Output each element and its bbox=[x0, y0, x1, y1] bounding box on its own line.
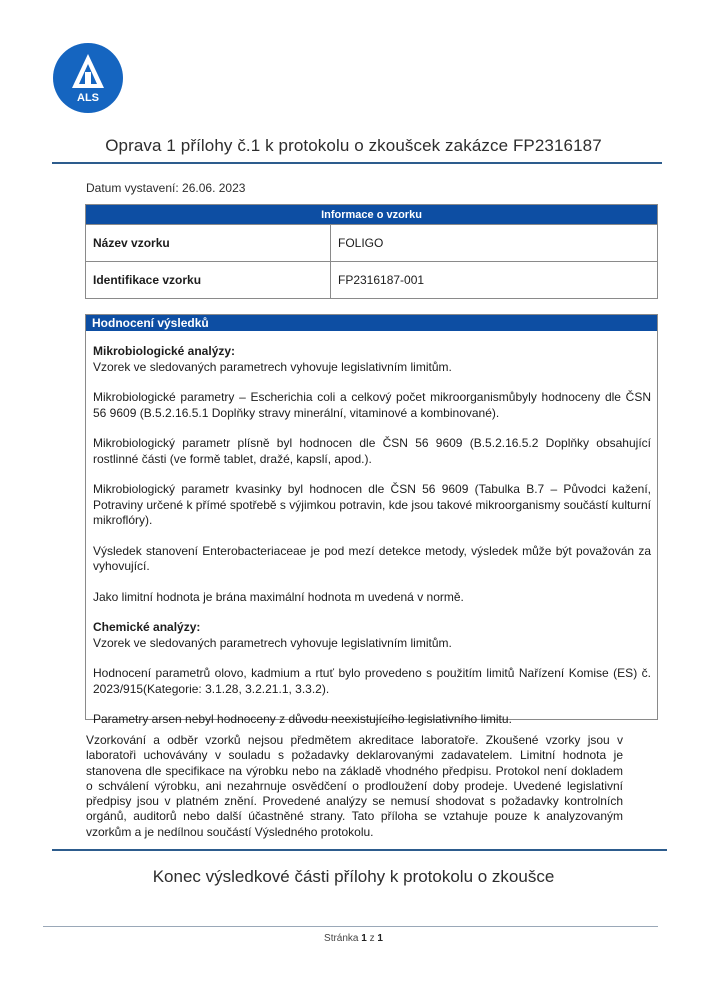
title-divider bbox=[52, 162, 662, 164]
page-footer bbox=[0, 933, 707, 944]
page-number: 1 bbox=[361, 933, 367, 944]
micro-paragraph-4: Výsledek stanovení Enterobacteriaceae je pod mezí detekce metody, výsledek může být považován za vyhovující. bbox=[93, 543, 651, 573]
sample-info-table bbox=[85, 204, 658, 299]
sample-name-label: Název vzorku bbox=[86, 225, 331, 262]
table-row bbox=[86, 262, 658, 299]
micro-paragraph-3: Mikrobiologický parametr kvasinky byl hodnocen dle ČSN 56 9609 (Tabulka B.7 – Původci kažení, Potraviny určené k přímé spotřebě s výjimkou potravin, kde jsou takové mikroorganismy součástí kulturní mikroflóry). bbox=[93, 482, 651, 527]
sample-info-header: Informace o vzorku bbox=[86, 205, 658, 225]
micro-paragraph-5: Jako limitní hodnota je brána maximální hodnota m uvedená v normě. bbox=[93, 589, 464, 604]
logo-text: ALS bbox=[77, 92, 99, 104]
of-word: z bbox=[369, 933, 375, 944]
results-header: Hodnocení výsledků bbox=[86, 315, 657, 331]
chem-paragraph-1: Hodnocení parametrů olovo, kadmium a rtuť bylo provedeno s použitím limitů Nařízení Komise (ES) č. 2023/915(Kategorie: 3.1.28, 3.2.21.1, 3.3.2). bbox=[93, 666, 651, 696]
disclaimer-text: Vzorkování a odběr vzorků nejsou předmětem akreditace laboratoře. Zkoušené vzorky jsou v laboratoři uchovávány v souladu s požadavky deklarovanými zadavatelem. Limitní hodnota je stanovena dle specifikace na výrobku nebo na základě vhodného předpisu. Protokol není dokladem o schválení výrobku, ani nezahrnuje osvědčení o prodloužení doby prodeje. Uvedené legislativní předpisy jsou v platném znění. Provedené analýzy se nemusí shodovat s požadavky kontrolních orgánů, auditorů nebo další účastněné strany. Tato příloha se vztahuje pouze k analyzovaným vzorkům a je nedílnou součástí Výsledného protokolu. bbox=[86, 733, 623, 839]
results-section bbox=[85, 314, 658, 726]
page-total: 1 bbox=[377, 933, 383, 944]
als-logo bbox=[52, 42, 124, 114]
micro-intro: Vzorek ve sledovaných parametrech vyhovuje legislativním limitům. bbox=[93, 359, 452, 374]
sample-id-label: Identifikace vzorku bbox=[86, 262, 331, 299]
chem-intro: Vzorek ve sledovaných parametrech vyhovuje legislativním limitům. bbox=[93, 635, 452, 650]
page-title: Oprava 1 přílohy č.1 k protokolu o zkoušcek zakázce FP2316187 bbox=[105, 136, 602, 155]
micro-heading: Mikrobiologické analýzy: bbox=[93, 344, 236, 358]
sample-name-value: FOLIGO bbox=[331, 225, 658, 262]
footer-divider bbox=[43, 926, 658, 927]
sample-id-value: FP2316187-001 bbox=[331, 262, 658, 299]
page-word: Stránka bbox=[324, 933, 359, 944]
chem-paragraph-2: Parametry arsen nebyl hodnoceny z důvodu neexistujícího legislativního limitu. bbox=[93, 712, 512, 726]
end-title: Konec výsledkové části přílohy k protokolu o zkoušce bbox=[152, 867, 555, 886]
micro-paragraph-2: Mikrobiologický parametr plísně byl hodnocen dle ČSN 56 9609 (B.5.2.16.5.2 Doplňky obsahující rostlinné části (ve formě tablet, dražé, kapslí, apod.). bbox=[93, 436, 651, 466]
micro-paragraph-1: Mikrobiologické parametry – Escherichia coli a celkový počet mikroorganismůbyly hodnoceny dle ČSN 56 9609 (B.5.2.16.5.1 Doplňky stravy minerální, vitaminové a kombinované). bbox=[93, 390, 651, 420]
table-row bbox=[86, 225, 658, 262]
issue-date: Datum vystavení: 26.06. 2023 bbox=[86, 181, 246, 195]
chem-heading: Chemické analýzy: bbox=[93, 620, 201, 634]
end-divider bbox=[52, 849, 667, 851]
